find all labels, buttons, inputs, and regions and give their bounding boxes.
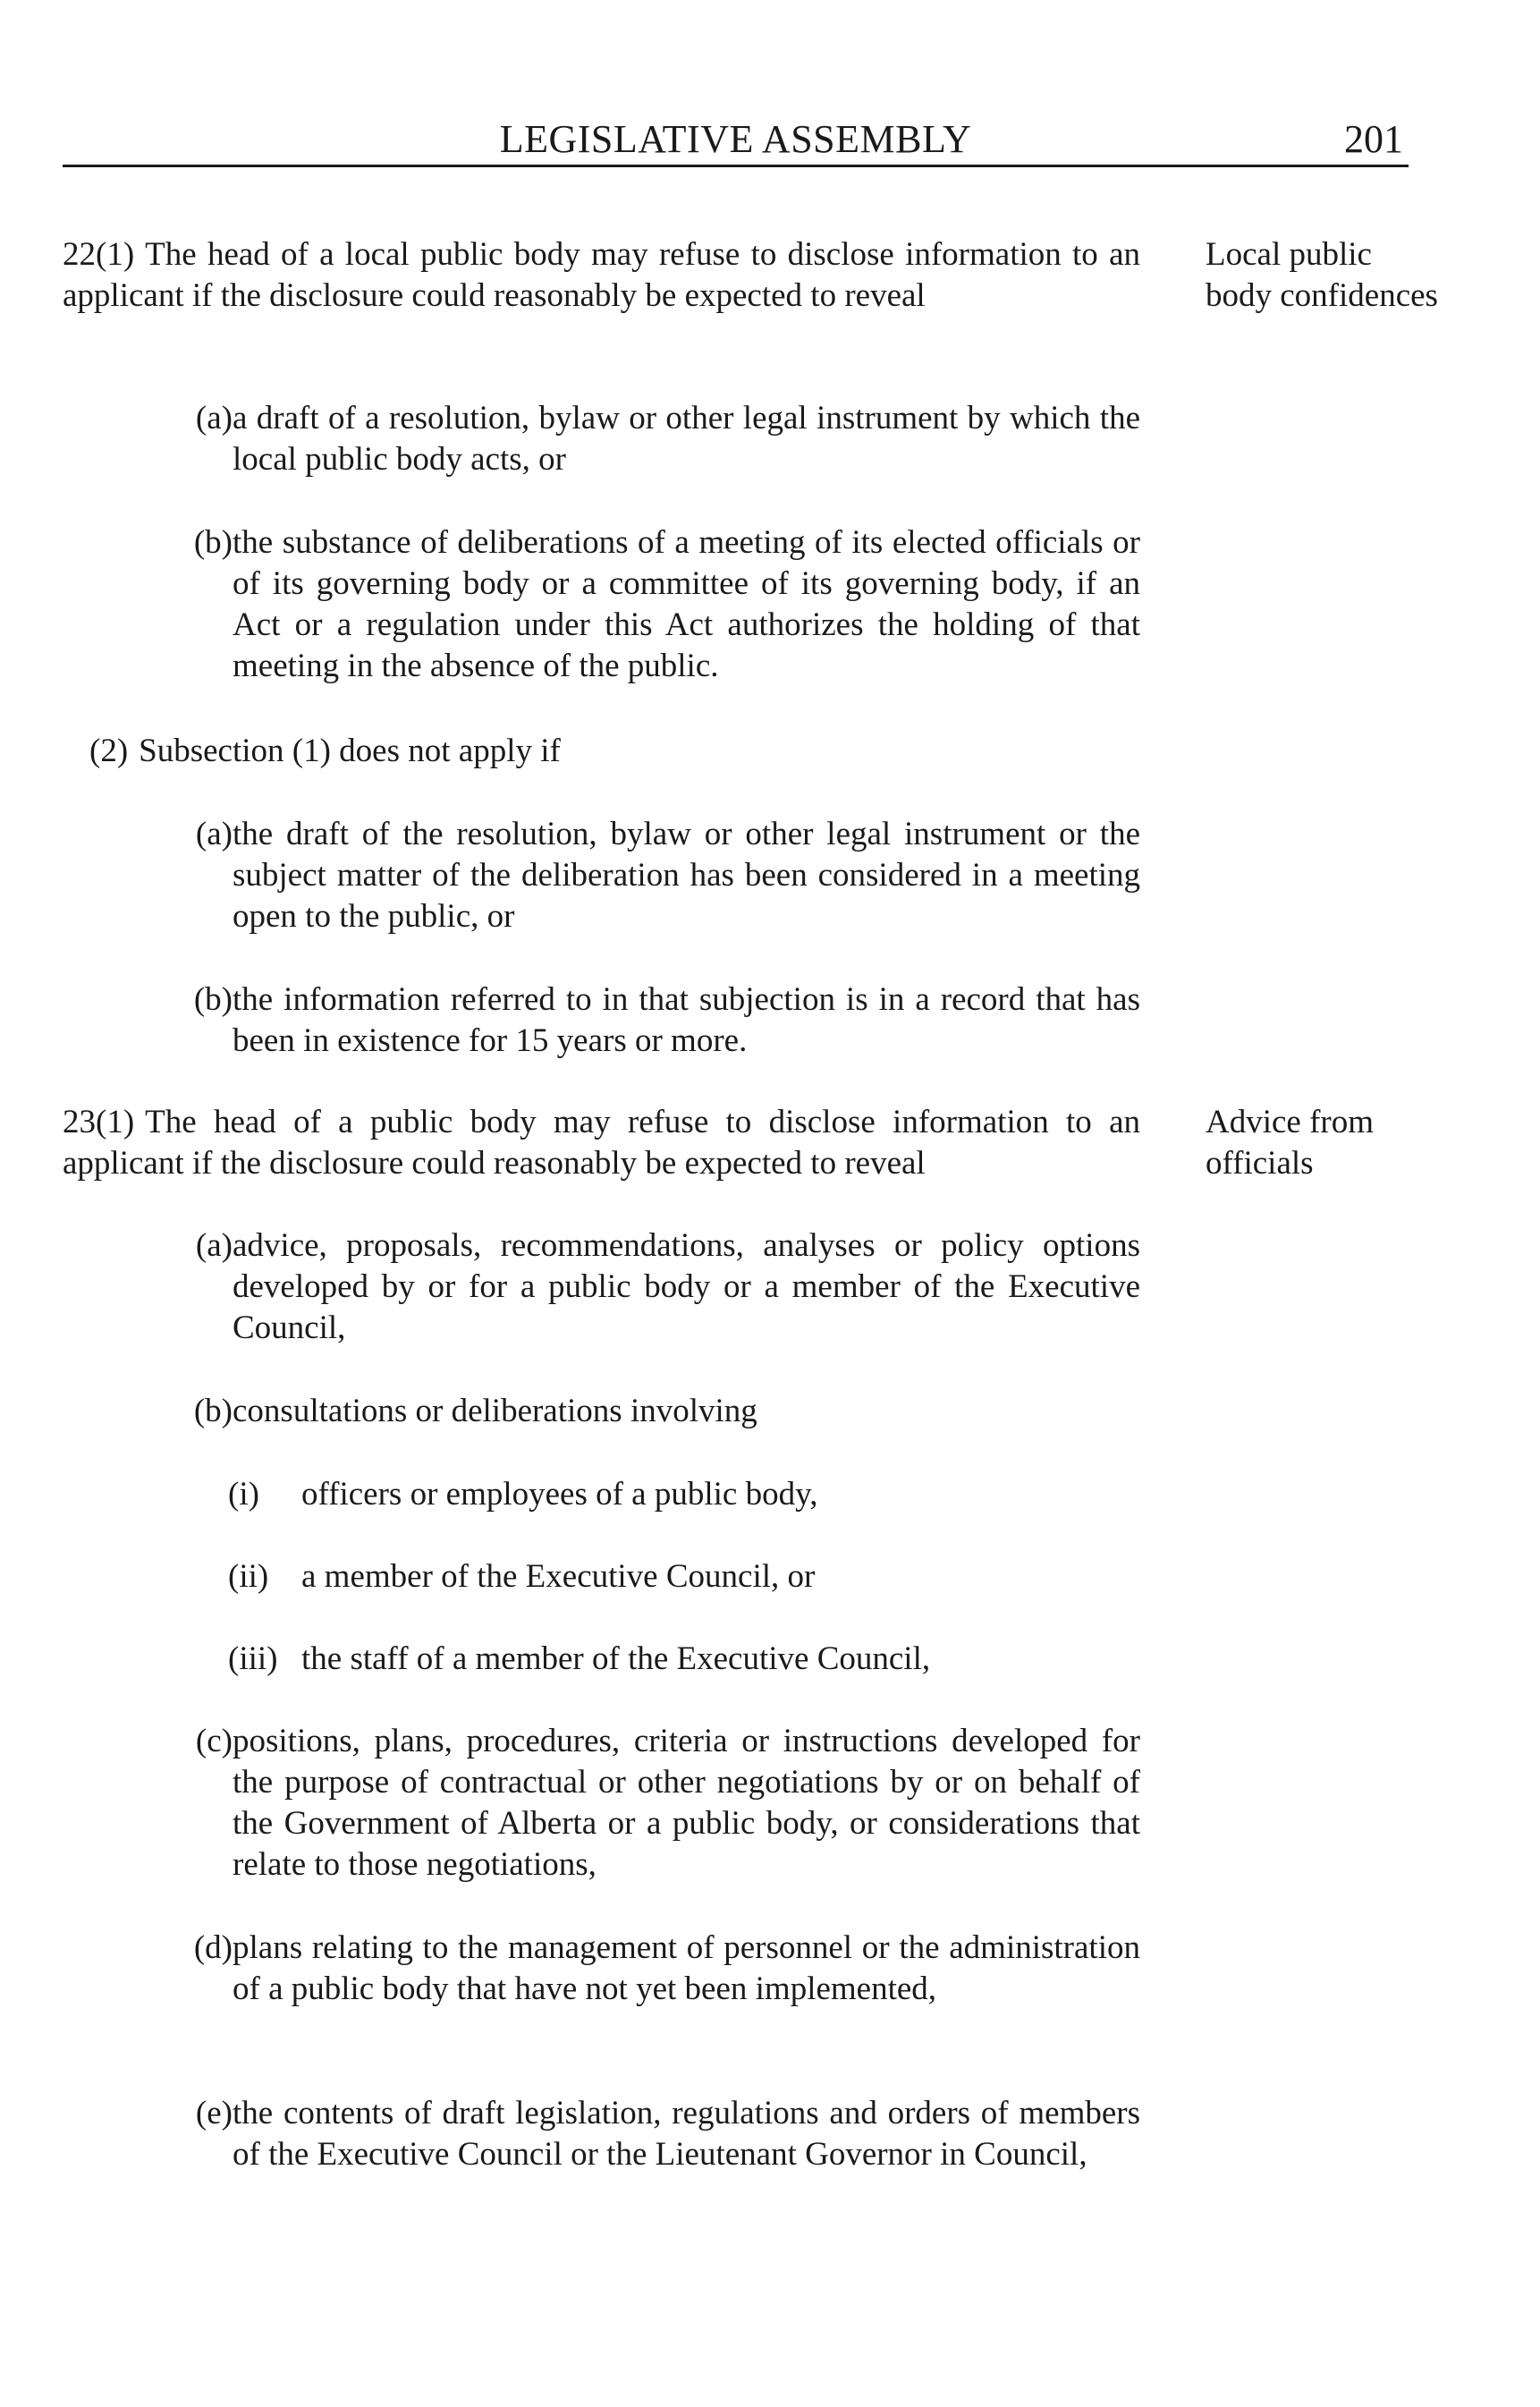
section-intro: The head of a public body may refuse to disclose information to an applicant if the disclosure could reasonably be expected to reveal xyxy=(63,1104,1140,1182)
clause-22-2-a xyxy=(161,814,1140,937)
clause-23-1-e xyxy=(161,2093,1140,2175)
clause-label: (d) xyxy=(193,1929,233,1966)
section-intro: The head of a local public body may refuse to disclose information to an applicant if the disclosure could reasonably be expected to reveal xyxy=(63,236,1140,314)
subclause-text: the staff of a member of the Executive Council, xyxy=(301,1640,931,1677)
clause-label: (c) xyxy=(195,1723,233,1759)
section-number: 23(1) xyxy=(63,1104,135,1140)
subclause-label: (iii) xyxy=(228,1640,278,1677)
clause-text: the information referred to in that subjection is in a record that has been in existence for 15 years or more. xyxy=(233,981,1140,1059)
clause-23-1-d xyxy=(161,1928,1140,2010)
clause-label: (a) xyxy=(195,400,233,436)
clause-23-1-c xyxy=(161,1721,1140,1886)
clause-22-1-b xyxy=(161,522,1140,687)
clause-text: advice, proposals, recommendations, analyses or policy options developed by or for a public body or a member of the Executive Council, xyxy=(233,1227,1140,1346)
clause-text: the contents of draft legislation, regulations and orders of members of the Executive Council or the Lieutenant Governor in Council, xyxy=(233,2095,1140,2173)
margin-note-advice-from-officials: Advice from officials xyxy=(1206,1104,1375,1182)
clause-text: consultations or deliberations involving xyxy=(233,1393,757,1429)
section-22-1 xyxy=(63,234,1140,317)
page-header xyxy=(63,114,1409,167)
clause-label: (e) xyxy=(195,2095,233,2132)
clause-23-1-b xyxy=(161,1391,1140,1432)
subsection-intro: Subsection (1) does not apply if xyxy=(139,733,561,769)
clause-label: (a) xyxy=(195,1227,233,1264)
subclause-text: a member of the Executive Council, or xyxy=(301,1558,816,1595)
section-22-2 xyxy=(89,731,1140,772)
clause-label: (a) xyxy=(195,816,233,852)
clause-23-1-a xyxy=(161,1225,1140,1349)
section-number: 22(1) xyxy=(63,236,135,273)
subclause-label: (ii) xyxy=(228,1558,269,1595)
clause-label: (b) xyxy=(193,1393,233,1429)
header-title: LEGISLATIVE ASSEMBLY xyxy=(499,117,972,161)
subclause-label: (i) xyxy=(228,1476,259,1513)
margin-note-local-public-body: Local public body confidences xyxy=(1206,236,1438,314)
clause-text: positions, plans, procedures, criteria or instructions developed for the purpose of contractual or other negotiations by or on behalf of the Government of Alberta or a public body, or considerations that relate to those negotiations, xyxy=(233,1723,1140,1883)
page-number: 201 xyxy=(1344,117,1403,161)
subclause-23-1-b-i xyxy=(228,1474,1140,1515)
subclause-23-1-b-iii xyxy=(228,1639,1140,1680)
clause-text: the draft of the resolution, bylaw or other legal instrument or the subject matter of the deliberation has been considered in a meeting open to the public, or xyxy=(233,816,1140,935)
subsection-number: (2) xyxy=(89,733,129,769)
clause-22-1-a xyxy=(161,398,1140,480)
clause-text: plans relating to the management of personnel or the administration of a public body that have not yet been implemented, xyxy=(233,1929,1140,2007)
clause-22-2-b xyxy=(161,979,1140,1062)
section-23-1 xyxy=(63,1102,1140,1184)
subclause-text: officers or employees of a public body, xyxy=(301,1476,818,1513)
clause-text: the substance of deliberations of a meeting of its elected officials or of its governing body or a committee of its governing body, if an Act or a regulation under this Act authorizes the holding of that meeting in the absence of the public. xyxy=(233,524,1140,684)
clause-text: a draft of a resolution, bylaw or other legal instrument by which the local public body acts, or xyxy=(233,400,1140,478)
clause-label: (b) xyxy=(193,524,233,561)
subclause-23-1-b-ii xyxy=(228,1556,1140,1598)
clause-label: (b) xyxy=(193,981,233,1018)
